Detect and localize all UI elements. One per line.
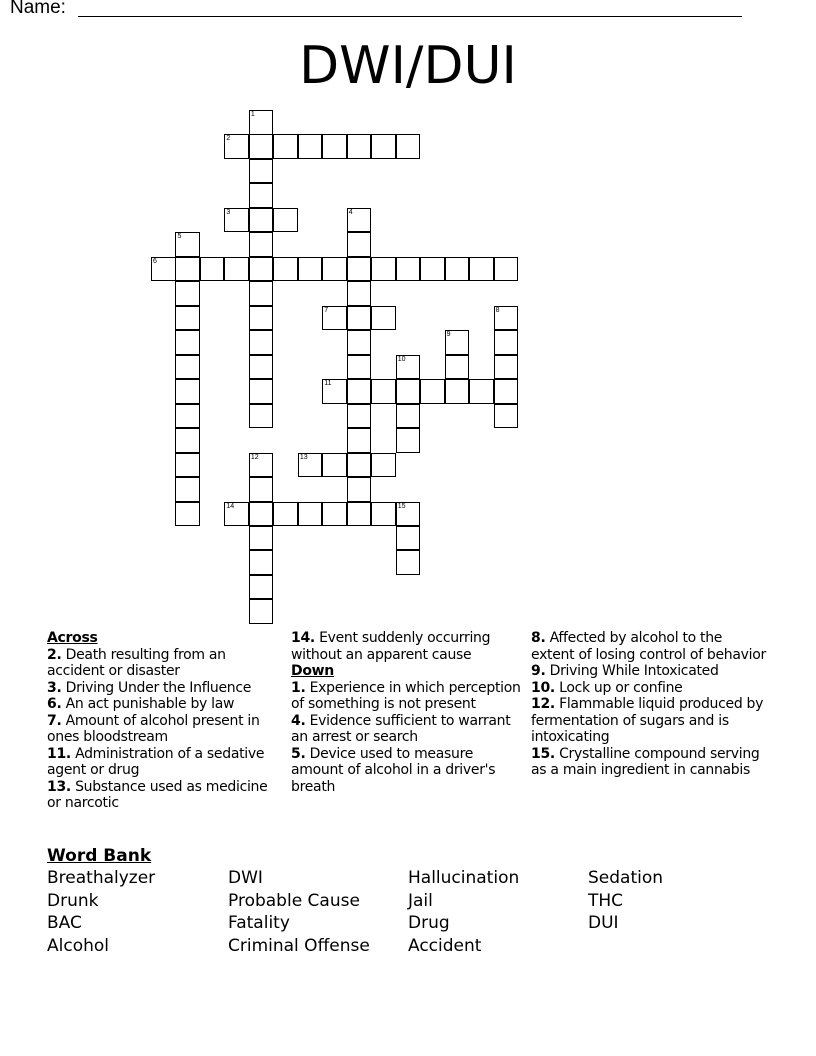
- clue-num: 14.: [291, 630, 315, 646]
- grid-cell[interactable]: [249, 257, 274, 282]
- grid-cell[interactable]: [469, 379, 494, 404]
- grid-cell[interactable]: [249, 550, 274, 575]
- grid-cell[interactable]: [322, 453, 347, 478]
- grid-cell[interactable]: [249, 159, 274, 184]
- clue-text: Amount of alcohol present in ones bloodstream: [47, 712, 260, 745]
- clue-number: 10: [397, 355, 406, 363]
- grid-cell[interactable]: [175, 453, 200, 478]
- clue-num: 9.: [531, 663, 546, 679]
- word-bank-column: [588, 867, 663, 935]
- clue-number: 15: [397, 502, 406, 510]
- word-bank-word: Accident: [408, 935, 482, 956]
- clue-text: Device used to measure amount of alcohol in a driver's breath: [291, 745, 496, 795]
- grid-cell[interactable]: [347, 281, 372, 306]
- grid-cell[interactable]: [249, 330, 274, 355]
- clue: [531, 696, 766, 746]
- clue: [291, 746, 526, 796]
- clue: [531, 630, 766, 663]
- grid-cell[interactable]: [347, 232, 372, 257]
- name-label: Name:: [10, 0, 66, 18]
- grid-cell[interactable]: [175, 502, 200, 527]
- grid-cell[interactable]: [371, 134, 396, 159]
- grid-cell[interactable]: [224, 134, 249, 159]
- clue-text: Driving Under the Influence: [65, 679, 252, 696]
- clues-col-1: [47, 630, 282, 812]
- grid-cell[interactable]: [224, 257, 249, 282]
- grid-cell[interactable]: [249, 232, 274, 257]
- grid-cell[interactable]: [298, 502, 323, 527]
- grid-cell[interactable]: [249, 110, 274, 135]
- grid-cell[interactable]: [445, 355, 470, 380]
- grid-cell[interactable]: [224, 208, 249, 233]
- grid-cell[interactable]: [322, 502, 347, 527]
- grid-cell[interactable]: [396, 355, 421, 380]
- clue-num: 3.: [47, 679, 62, 696]
- clue-num: 12.: [531, 696, 555, 712]
- grid-cell[interactable]: [494, 306, 519, 331]
- clue-num: 5.: [291, 745, 306, 762]
- clue: [531, 680, 766, 697]
- grid-cell[interactable]: [371, 257, 396, 282]
- word-bank-title: Word Bank: [47, 846, 152, 866]
- grid-cell[interactable]: [347, 453, 372, 478]
- word-bank-word: THC: [588, 890, 624, 911]
- word-bank-column: [228, 867, 370, 957]
- word-bank-word: Sedation: [588, 868, 664, 888]
- grid-cell[interactable]: [445, 257, 470, 282]
- grid-cell[interactable]: [347, 379, 372, 404]
- clue-number: 9: [446, 331, 451, 339]
- grid-cell[interactable]: [249, 281, 274, 306]
- clue-num: 1.: [291, 679, 306, 696]
- clue-text: Driving While Intoxicated: [549, 663, 719, 679]
- clue-num: 15.: [531, 745, 555, 762]
- clue-num: 6.: [47, 696, 62, 712]
- clue: [531, 663, 766, 680]
- grid-cell[interactable]: [371, 502, 396, 527]
- grid-cell[interactable]: [347, 355, 372, 380]
- clue: [291, 630, 526, 663]
- grid-cell[interactable]: [273, 257, 298, 282]
- grid-cell[interactable]: [347, 502, 372, 527]
- grid-cell[interactable]: [175, 330, 200, 355]
- clue-number: 12: [250, 453, 259, 461]
- clue-num: 2.: [47, 646, 62, 663]
- clue-number: 5: [177, 233, 182, 241]
- clue: [47, 680, 282, 697]
- clue-num: 4.: [291, 712, 306, 729]
- clue-text: Administration of a sedative agent or drug: [47, 745, 265, 778]
- clue-text: Substance used as medicine or narcotic: [47, 778, 268, 811]
- grid-cell[interactable]: [420, 257, 445, 282]
- clue-number: 11: [324, 380, 332, 388]
- grid-cell[interactable]: [249, 599, 274, 624]
- clue: [47, 779, 282, 812]
- grid-cell[interactable]: [371, 453, 396, 478]
- clue-number: 3: [226, 208, 231, 216]
- grid-cell[interactable]: [249, 453, 274, 478]
- grid-cell[interactable]: [249, 526, 274, 551]
- down-heading: Down: [291, 663, 334, 679]
- grid-cell[interactable]: [347, 134, 372, 159]
- clue-text: Death resulting from an accident or disaster: [47, 646, 226, 679]
- word-bank-word: Jail: [408, 890, 433, 911]
- grid-cell[interactable]: [494, 257, 519, 282]
- grid-cell[interactable]: [298, 134, 323, 159]
- word-bank-word: Drunk: [47, 890, 99, 911]
- name-field[interactable]: [78, 16, 742, 17]
- grid-cell[interactable]: [175, 477, 200, 502]
- grid-cell[interactable]: [175, 404, 200, 429]
- grid-cell[interactable]: [347, 330, 372, 355]
- word-bank-column: [408, 867, 519, 957]
- word-bank-word: Hallucination: [408, 868, 520, 888]
- clue-number: 2: [226, 135, 231, 143]
- grid-cell[interactable]: [175, 428, 200, 453]
- clue-number: 6: [153, 257, 157, 265]
- clue-number: 7: [324, 306, 329, 314]
- word-bank-word: Alcohol: [47, 935, 109, 956]
- clue: [47, 696, 282, 713]
- grid-cell[interactable]: [396, 526, 421, 551]
- clue-number: 14: [226, 502, 235, 510]
- grid-cell[interactable]: [175, 232, 200, 257]
- word-bank-word: Drug: [408, 913, 450, 933]
- grid-cell[interactable]: [151, 257, 176, 282]
- clue: [47, 746, 282, 779]
- grid-cell[interactable]: [494, 404, 519, 429]
- word-bank-word: Criminal Offense: [228, 935, 370, 956]
- clue-text: Lock up or confine: [559, 679, 683, 696]
- grid-cell[interactable]: [249, 575, 274, 600]
- grid-cell[interactable]: [175, 281, 200, 306]
- grid-cell[interactable]: [175, 379, 200, 404]
- clue-num: 11.: [47, 745, 71, 762]
- clue-text: Crystalline compound serving as a main ingredient in cannabis: [531, 745, 760, 778]
- clue: [47, 647, 282, 680]
- clue-number: 13: [299, 453, 308, 461]
- clue: [291, 680, 526, 713]
- clue-num: 8.: [531, 630, 546, 646]
- grid-cell[interactable]: [494, 379, 519, 404]
- grid-cell[interactable]: [249, 379, 274, 404]
- grid-cell[interactable]: [322, 379, 347, 404]
- grid-cell[interactable]: [396, 550, 421, 575]
- word-bank-word: DUI: [588, 913, 619, 933]
- grid-cell[interactable]: [249, 134, 274, 159]
- clue: [291, 713, 526, 746]
- grid-cell[interactable]: [396, 134, 421, 159]
- grid-cell[interactable]: [371, 379, 396, 404]
- grid-cell[interactable]: [273, 134, 298, 159]
- grid-cell[interactable]: [396, 502, 421, 527]
- clue-num: 10.: [531, 679, 555, 696]
- grid-cell[interactable]: [249, 404, 274, 429]
- grid-cell[interactable]: [175, 257, 200, 282]
- grid-cell[interactable]: [273, 208, 298, 233]
- grid-cell[interactable]: [322, 134, 347, 159]
- grid-cell[interactable]: [396, 379, 421, 404]
- grid-cell[interactable]: [347, 404, 372, 429]
- grid-cell[interactable]: [396, 404, 421, 429]
- clue-text: Event suddenly occurring without an apparent cause: [291, 630, 491, 663]
- clue-num: 13.: [47, 778, 71, 795]
- grid-cell[interactable]: [420, 379, 445, 404]
- grid-cell[interactable]: [396, 257, 421, 282]
- grid-cell[interactable]: [249, 306, 274, 331]
- grid-cell[interactable]: [347, 306, 372, 331]
- clue-number: 4: [348, 208, 353, 216]
- clue-number: 1: [250, 111, 255, 118]
- clue: [47, 713, 282, 746]
- grid-cell[interactable]: [347, 477, 372, 502]
- clue-num: 7.: [47, 712, 62, 729]
- word-bank-word: DWI: [228, 868, 263, 888]
- grid-cell[interactable]: [396, 428, 421, 453]
- word-bank-word: BAC: [47, 913, 82, 933]
- grid-cell[interactable]: [445, 330, 470, 355]
- grid-cell[interactable]: [322, 306, 347, 331]
- grid-cell[interactable]: [347, 257, 372, 282]
- grid-cell[interactable]: [298, 453, 323, 478]
- grid-cell[interactable]: [249, 502, 274, 527]
- clue-text: Affected by alcohol to the extent of losing control of behavior: [531, 630, 766, 663]
- grid-cell[interactable]: [445, 379, 470, 404]
- clue-text: Evidence sufficient to warrant an arrest or search: [291, 712, 511, 745]
- across-heading: Across: [47, 630, 98, 646]
- clue-text: Experience in which perception of something is not present: [291, 679, 521, 712]
- clue: [531, 746, 766, 779]
- word-bank-word: Fatality: [228, 913, 290, 933]
- clue-number: 8: [495, 306, 500, 314]
- word-bank-word: Breathalyzer: [47, 868, 156, 888]
- grid-cell[interactable]: [273, 502, 298, 527]
- word-bank-word: Probable Cause: [228, 890, 360, 911]
- grid-cell[interactable]: [249, 355, 274, 380]
- grid-cell[interactable]: [224, 502, 249, 527]
- word-bank-column: [47, 867, 155, 957]
- clue-text: Flammable liquid produced by fermentation of sugars and is intoxicating: [531, 696, 764, 745]
- clues-col-3: [531, 630, 766, 779]
- grid-cell[interactable]: [175, 306, 200, 331]
- grid-cell[interactable]: [469, 257, 494, 282]
- grid-cell[interactable]: [494, 330, 519, 355]
- grid-cell[interactable]: [249, 208, 274, 233]
- grid-cell[interactable]: [347, 208, 372, 233]
- grid-cell[interactable]: [322, 257, 347, 282]
- page-title: DWI/DUI: [299, 36, 517, 96]
- grid-cell[interactable]: [249, 183, 274, 208]
- grid-cell[interactable]: [494, 355, 519, 380]
- clues-col-2: [291, 630, 526, 795]
- grid-cell[interactable]: [249, 477, 274, 502]
- grid-cell[interactable]: [200, 257, 225, 282]
- grid-cell[interactable]: [371, 306, 396, 331]
- grid-cell[interactable]: [298, 257, 323, 282]
- grid-cell[interactable]: [175, 355, 200, 380]
- clue-text: An act punishable by law: [65, 696, 235, 712]
- grid-cell[interactable]: [347, 428, 372, 453]
